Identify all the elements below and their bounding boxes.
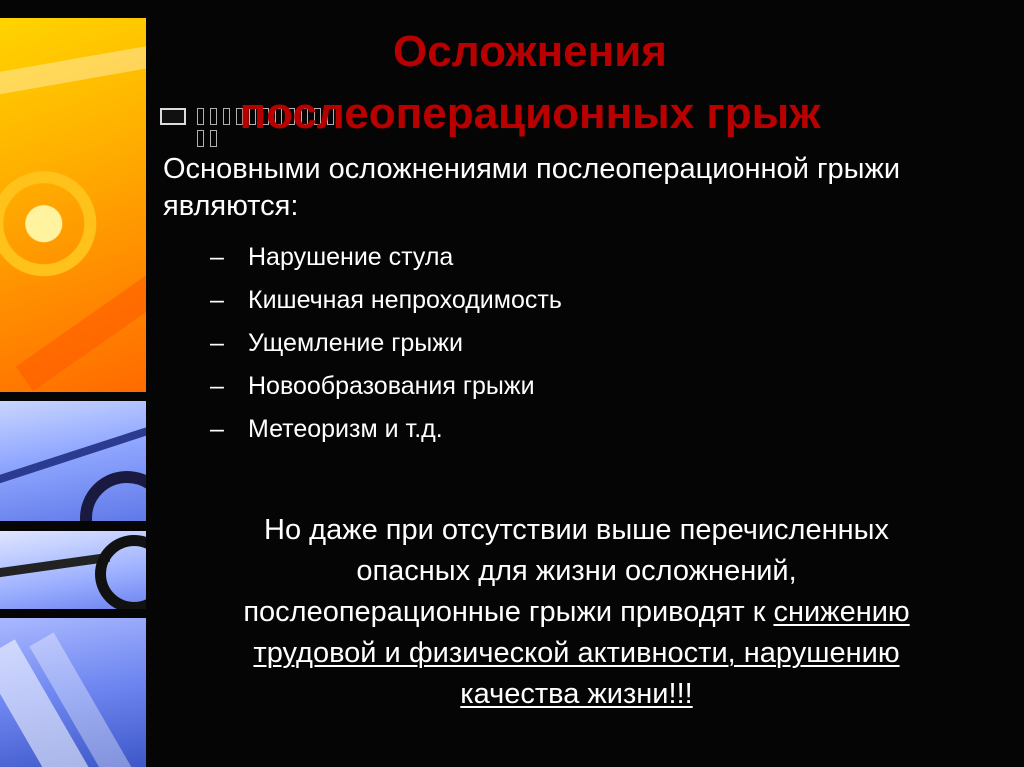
stethoscope-blue-photo bbox=[0, 531, 146, 609]
closing-line-3-underlined: снижению bbox=[773, 596, 910, 628]
bullet-dash: – bbox=[210, 329, 224, 357]
closing-line-4-underlined: трудовой и физической активности, нарушению bbox=[253, 637, 900, 669]
list-item-text: Нарушение стула bbox=[248, 243, 454, 271]
bullet-dash: – bbox=[210, 372, 224, 400]
slide-title-line-1: Осложнения bbox=[393, 27, 667, 76]
closing-line-4 bbox=[160, 633, 993, 674]
closing-line-2: опасных для жизни осложнений, bbox=[356, 555, 797, 587]
list-item-text: Метеоризм и т.д. bbox=[248, 415, 443, 443]
closing-line-5 bbox=[160, 674, 993, 715]
closing-line-3 bbox=[160, 592, 993, 633]
stethoscope-photo bbox=[0, 18, 146, 392]
bullet-dash: – bbox=[210, 286, 224, 314]
list-item bbox=[210, 238, 562, 281]
closing-line-3-plain: послеоперационные грыжи приводят к bbox=[243, 596, 774, 628]
closing-line-5-underlined: качества жизни!!! bbox=[460, 678, 693, 710]
list-item-text: Новообразования грыжи bbox=[248, 372, 535, 400]
bullet-dash: – bbox=[210, 243, 224, 271]
medical-instrument-photo bbox=[0, 401, 146, 521]
slide-title-line-2: послеоперационных грыж bbox=[239, 89, 821, 138]
list-item bbox=[210, 367, 562, 410]
intro-text: Основными осложнениями послеоперационной грыжи являются: bbox=[163, 153, 901, 222]
list-item bbox=[210, 410, 562, 453]
list-item-text: Ущемление грыжи bbox=[248, 329, 463, 357]
syringe-photo bbox=[0, 618, 146, 767]
bullet-dash: – bbox=[210, 415, 224, 443]
closing-line-1: Но даже при отсутствии выше перечисленных bbox=[264, 514, 889, 546]
complications-list bbox=[210, 238, 562, 453]
closing-paragraph bbox=[160, 510, 993, 715]
list-item-text: Кишечная непроходимость bbox=[248, 286, 562, 314]
list-item bbox=[210, 324, 562, 367]
decorative-photo-strip bbox=[0, 18, 148, 767]
list-item bbox=[210, 281, 562, 324]
